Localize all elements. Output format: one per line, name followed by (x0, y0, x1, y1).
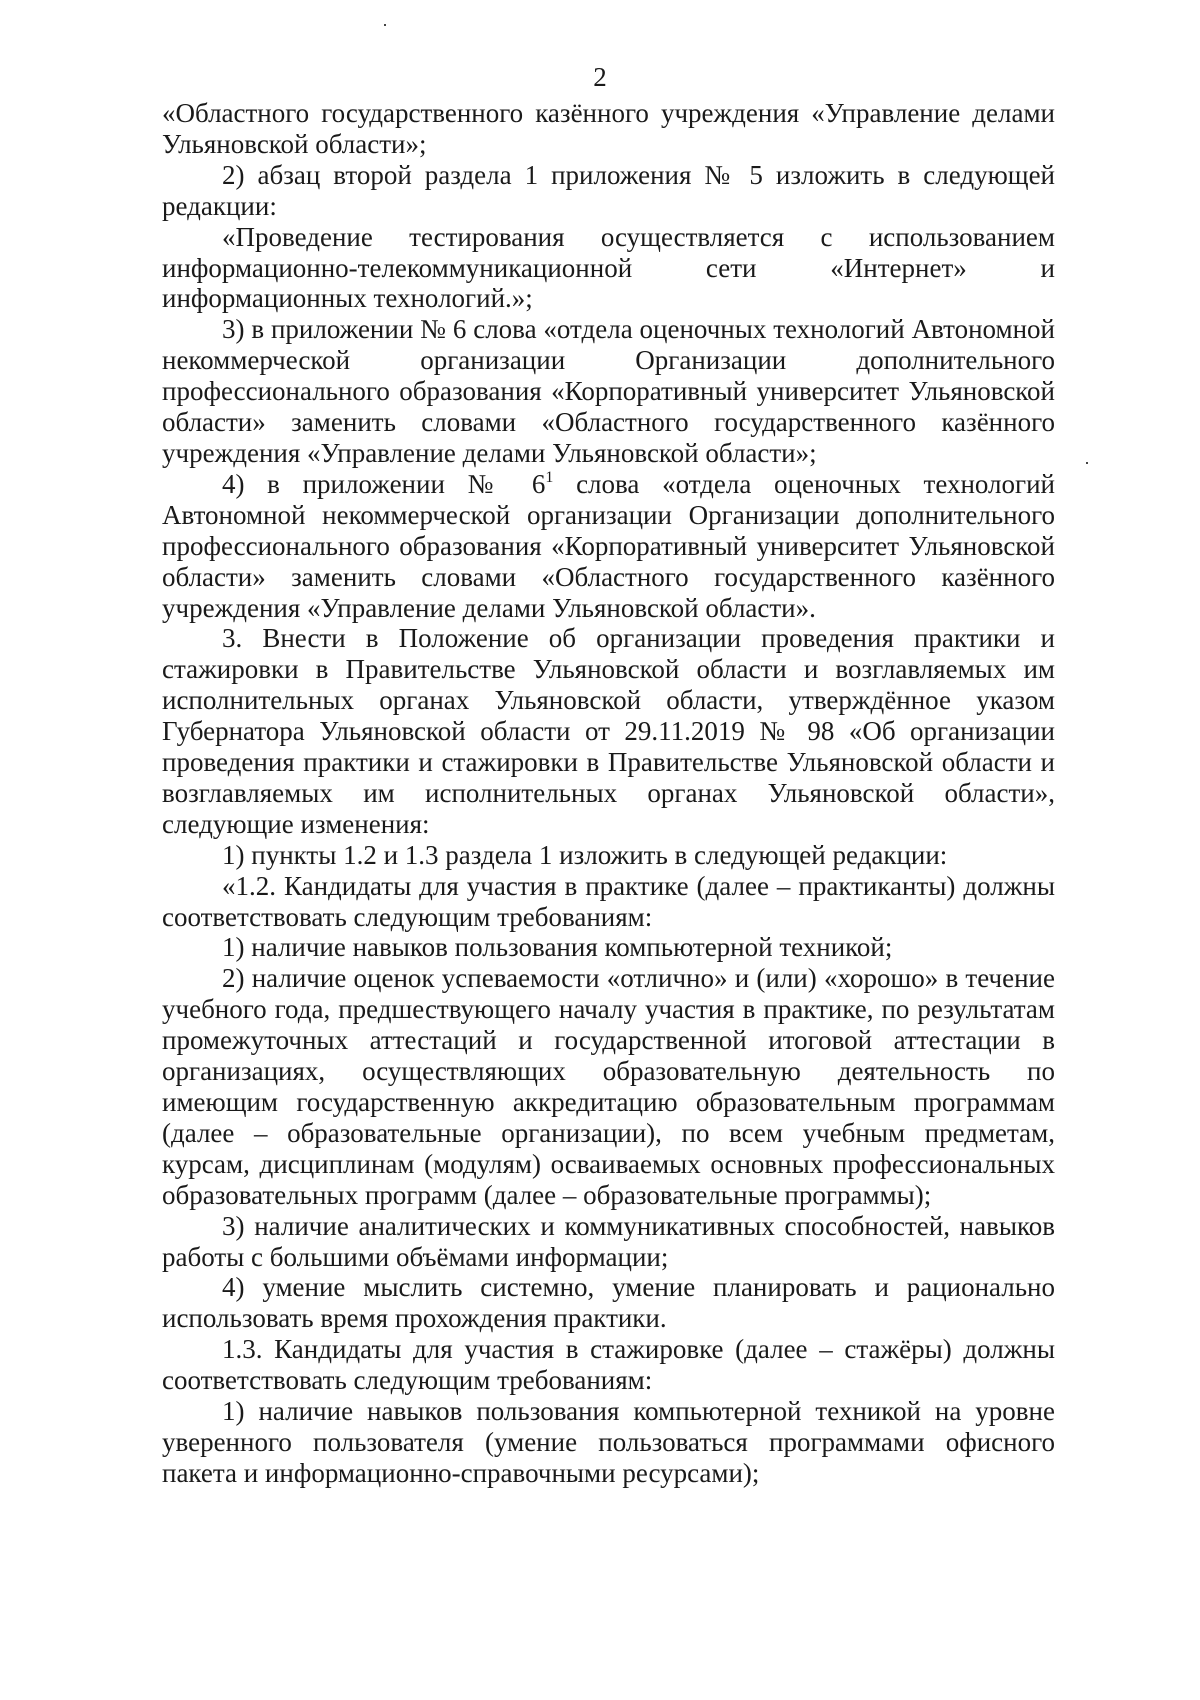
paragraph-prefix: 4) в приложении № 6 (222, 468, 546, 499)
scan-artifact (1086, 462, 1088, 464)
paragraph: 1.3. Кандидаты для участия в стажировке (далее – стажёры) должны соответствовать следующим требованиям: (162, 1334, 1055, 1396)
paragraph: «Областного государственного казённого учреждения «Управление делами Ульяновской области»; (162, 98, 1055, 159)
paragraph: 1) пункты 1.2 и 1.3 раздела 1 изложить в следующей редакции: (222, 839, 948, 870)
scan-artifact (384, 24, 386, 26)
paragraph: 1) наличие навыков пользования компьютерной техникой на уровне уверенного пользователя (умение пользоваться программами офисного пакета и информационно-справочными ресурсами); (162, 1396, 1055, 1488)
superscript: 1 (545, 468, 554, 486)
paragraph: «1.2. Кандидаты для участия в практике (далее – практиканты) должны соответствовать следующим требованиям: (162, 870, 1055, 932)
paragraph-rest: слова «отдела оценочных технологий Автономной некоммерческой организации Организации дополнительного профессионального образования «Корпоративный университет Ульяновской области» заменить словами «Областного государственного казённого учреждения «Управление делами Ульяновской области». (162, 468, 1055, 623)
paragraph: 2) абзац второй раздела 1 приложения № 5 изложить в следующей редакции: (162, 159, 1055, 221)
paragraph: 3) в приложении № 6 слова «отдела оценочных технологий Автономной некоммерческой организации Организации дополнительного профессионального образования «Корпоративный университет Ульяновской области» заменить словами «Областного государственного казённого учреждения «Управление делами Ульяновской области»; (162, 314, 1055, 468)
page-number: 2 (593, 62, 607, 92)
paragraph: 3) наличие аналитических и коммуникативных способностей, навыков работы с большими объёмами информации; (162, 1210, 1055, 1272)
paragraph: 3. Внести в Положение об организации проведения практики и стажировки в Правительстве Ульяновской области и возглавляемых им исполнительных органах Ульяновской области, утверждённое указом Губернатора Ульяновской области от 29.11.2019 № 98 «Об организации проведения практики и стажировки в Правительстве Ульяновской области и возглавляемых им исполнительных органах Ульяновской области», следующие изменения: (162, 623, 1055, 839)
paragraph: 2) наличие оценок успеваемости «отлично» и (или) «хорошо» в течение учебного года, предшествующего началу участия в практике, по результатам промежуточных аттестаций и государственной итоговой аттестации в организациях, осуществляющих образовательную деятельность по имеющим государственную аккредитацию образовательным программам (далее – образовательные организации), по всем учебным предметам, курсам, дисциплинам (модулям) осваиваемых основных профессиональных образовательных программ (далее – образовательные программы); (162, 963, 1055, 1210)
document-body (162, 98, 1055, 1489)
paragraph: «Проведение тестирования осуществляется с использованием информационно-телекоммуникационной сети «Интернет» и информационных технологий.»; (162, 221, 1055, 314)
paragraph (162, 469, 1055, 624)
paragraph: 4) умение мыслить системно, умение планировать и рационально использовать время прохождения практики. (162, 1272, 1055, 1334)
paragraph: 1) наличие навыков пользования компьютерной техникой; (222, 932, 893, 963)
